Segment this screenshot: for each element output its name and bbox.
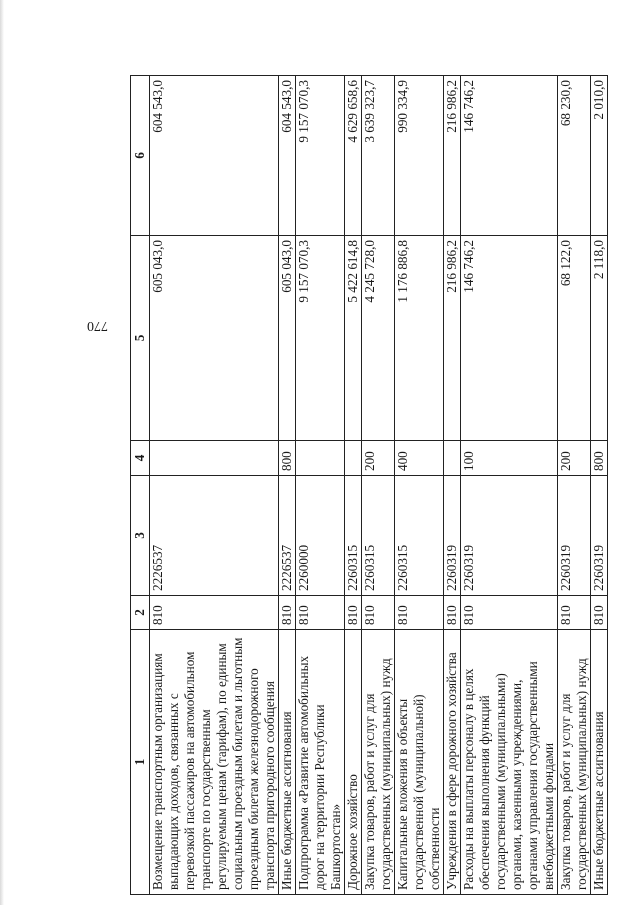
row-vr: 800 xyxy=(591,441,608,476)
row-value-6: 68 230,0 xyxy=(558,76,591,236)
row-value-5: 68 122,0 xyxy=(558,236,591,441)
table-row xyxy=(558,76,591,895)
row-value-5: 2 118,0 xyxy=(591,236,608,441)
table-row xyxy=(362,76,395,895)
row-value-5: 146 746,2 xyxy=(461,236,558,441)
row-name: Капитальные вложения в объекты государственной (муниципальной) собственности xyxy=(395,630,444,895)
row-value-5: 605 043,0 xyxy=(150,236,279,441)
row-csr: 2260319 xyxy=(558,476,591,596)
row-grbs: 810 xyxy=(362,596,395,630)
row-csr: 2260319 xyxy=(461,476,558,596)
row-value-5: 605 043,0 xyxy=(279,236,296,441)
row-csr: 2260315 xyxy=(362,476,395,596)
page-number: 770 xyxy=(87,318,108,333)
table-row xyxy=(444,76,461,895)
row-csr: 2260000 xyxy=(296,476,345,596)
row-value-6: 990 334,9 xyxy=(395,76,444,236)
row-csr: 2260315 xyxy=(395,476,444,596)
row-name: Учреждения в сфере дорожного хозяйства xyxy=(444,630,461,895)
row-grbs: 810 xyxy=(345,596,362,630)
row-csr: 2260315 xyxy=(345,476,362,596)
row-name: Закупка товаров, работ и услуг для государственных (муниципальных) нужд xyxy=(558,630,591,895)
row-csr: 2226537 xyxy=(279,476,296,596)
row-vr xyxy=(150,441,279,476)
row-grbs: 810 xyxy=(279,596,296,630)
row-value-6: 604 543,0 xyxy=(279,76,296,236)
row-csr: 2226537 xyxy=(150,476,279,596)
row-value-5: 4 245 728,0 xyxy=(362,236,395,441)
row-grbs: 810 xyxy=(150,596,279,630)
header-cell-4: 4 xyxy=(131,441,150,476)
row-value-5: 5 422 614,8 xyxy=(345,236,362,441)
table-row xyxy=(279,76,296,895)
row-vr: 200 xyxy=(558,441,591,476)
header-cell-3: 3 xyxy=(131,476,150,596)
row-value-5: 216 986,2 xyxy=(444,236,461,441)
row-grbs: 810 xyxy=(296,596,345,630)
row-grbs: 810 xyxy=(461,596,558,630)
rotated-page xyxy=(88,75,640,895)
row-name: Возмещение транспортным организациям выпадающих доходов, связанных с перевозкой пассажиров на автомобильном транспорте по государственным регулируемым ценам (тарифам), по единым социальным проездным билетам и льготным проездным билетам железнодорожного транспорта пригородного сообщения xyxy=(150,630,279,895)
row-value-6: 146 746,2 xyxy=(461,76,558,236)
table-row xyxy=(296,76,345,895)
header-cell-5: 5 xyxy=(131,236,150,441)
row-value-6: 604 543,0 xyxy=(150,76,279,236)
header-cell-1: 1 xyxy=(131,630,150,895)
row-csr: 2260319 xyxy=(591,476,608,596)
row-csr: 2260319 xyxy=(444,476,461,596)
header-cell-6: 6 xyxy=(131,76,150,236)
row-value-5: 1 176 886,8 xyxy=(395,236,444,441)
table-row xyxy=(395,76,444,895)
scan-edge xyxy=(0,0,4,905)
table-row xyxy=(345,76,362,895)
row-grbs: 810 xyxy=(444,596,461,630)
table-row xyxy=(461,76,558,895)
row-value-6: 9 157 070,3 xyxy=(296,76,345,236)
row-vr: 800 xyxy=(279,441,296,476)
row-grbs: 810 xyxy=(591,596,608,630)
row-name: Закупка товаров, работ и услуг для государственных (муниципальных) нужд xyxy=(362,630,395,895)
row-vr xyxy=(444,441,461,476)
row-vr xyxy=(296,441,345,476)
row-value-6: 2 010,0 xyxy=(591,76,608,236)
row-value-6: 216 986,2 xyxy=(444,76,461,236)
row-name: Подпрограмма «Развитие автомобильных дорог на территории Республики Башкортостан» xyxy=(296,630,345,895)
table-row xyxy=(150,76,279,895)
row-vr xyxy=(345,441,362,476)
row-name: Иные бюджетные ассигнования xyxy=(591,630,608,895)
table-row xyxy=(591,76,608,895)
row-vr: 400 xyxy=(395,441,444,476)
row-name: Иные бюджетные ассигнования xyxy=(279,630,296,895)
row-value-5: 9 157 070,3 xyxy=(296,236,345,441)
row-grbs: 810 xyxy=(558,596,591,630)
header-cell-2: 2 xyxy=(131,596,150,630)
row-name: Дорожное хозяйство xyxy=(345,630,362,895)
row-vr: 100 xyxy=(461,441,558,476)
row-grbs: 810 xyxy=(395,596,444,630)
row-vr: 200 xyxy=(362,441,395,476)
row-value-6: 4 629 658,6 xyxy=(345,76,362,236)
row-name: Расходы на выплаты персоналу в целях обеспечения выполнения функций государственными (муниципальными) органами, казенными учреждениями, органами управления государственными внебюджетными фондами xyxy=(461,630,558,895)
budget-table xyxy=(130,75,608,895)
row-value-6: 3 639 323,7 xyxy=(362,76,395,236)
header-row xyxy=(131,76,150,895)
